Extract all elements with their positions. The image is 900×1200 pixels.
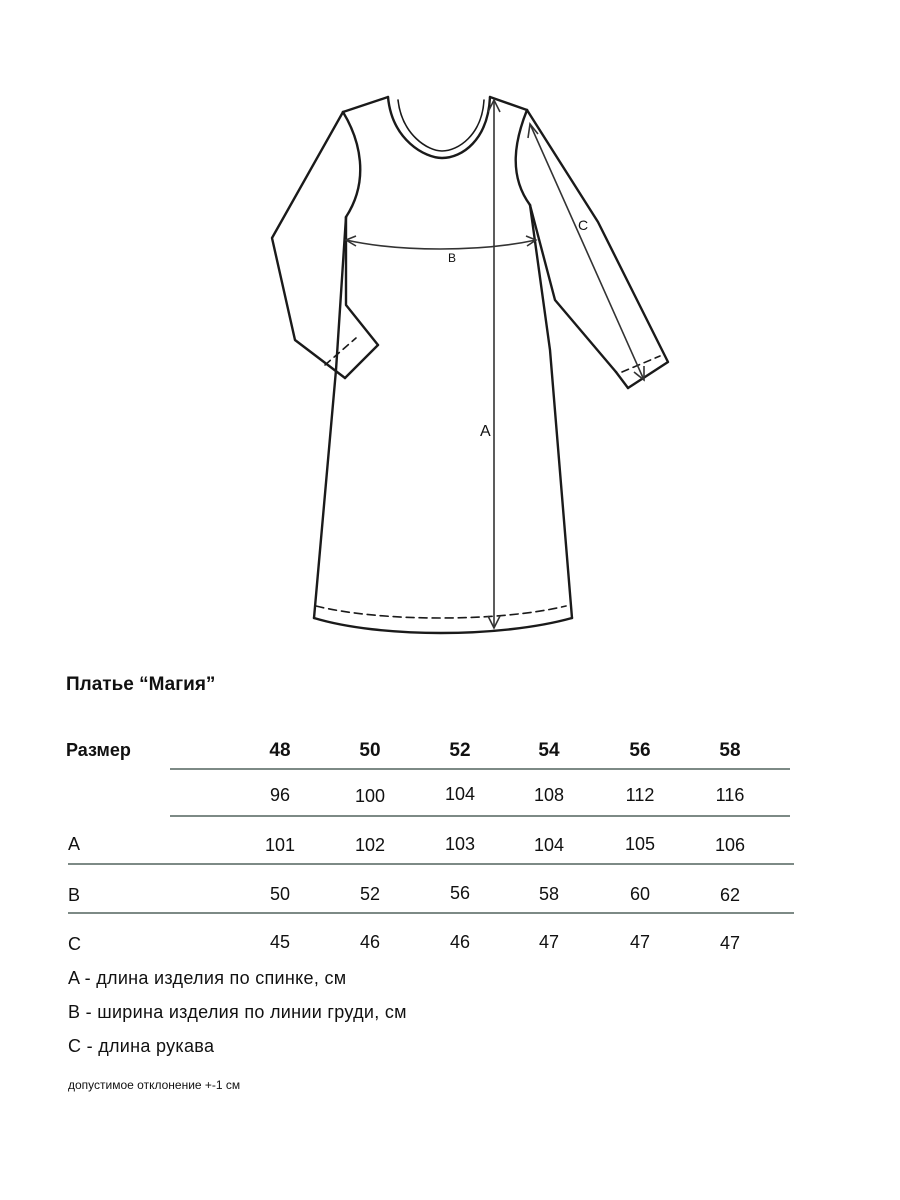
table-cell: 46 [359,932,381,952]
table-cell: 108 [533,785,565,805]
label-a: A [480,423,491,440]
table-cell: 47 [719,933,741,953]
label-b: B [448,251,457,265]
table-cell: 62 [719,885,741,905]
row-label-b: B [68,885,81,905]
table-cell: 58 [538,884,560,904]
table-divider [68,912,794,914]
table-cell: 50 [269,884,291,904]
table-divider [170,768,790,770]
table-cell: 56 [449,883,471,903]
table-cell: 112 [625,785,655,805]
tolerance-note: допустимое отклонение +-1 см [68,1078,241,1092]
table-cell: 47 [629,932,651,952]
label-c: C [578,217,589,233]
table-cell: 100 [354,786,386,806]
size-header-cell: 50 [359,740,381,761]
table-cell: 45 [269,932,291,952]
table-cell: 101 [264,835,296,855]
size-header-cell: 52 [449,740,471,761]
row-label-a: A [68,834,81,854]
table-cell: 103 [444,834,476,854]
legend-item-b: B - ширина изделия по линии груди, см [68,1002,407,1022]
table-cell: 46 [449,932,471,952]
table-cell: 96 [269,785,291,805]
size-header-cell: 58 [719,740,741,761]
row-label-c: C [68,934,81,954]
legend-item-c: C - длина рукава [68,1036,215,1056]
table-divider [68,863,794,865]
table-cell: 105 [624,834,656,854]
table-cell: 47 [538,932,560,952]
table-cell: 104 [533,835,565,855]
size-header-label: Размер [66,740,131,760]
table-cell: 60 [629,884,651,904]
legend-item-a: A - длина изделия по спинке, см [68,968,347,988]
product-title: Платье “Магия” [66,674,216,695]
table-cell: 102 [354,835,386,855]
table-cell: 106 [714,835,746,855]
table-cell: 104 [444,784,476,804]
table-cell: 52 [359,884,381,904]
size-header-cell: 54 [538,740,560,761]
table-cell: 116 [715,785,745,805]
table-divider [170,815,790,817]
size-header-cell: 56 [629,740,651,761]
size-header-cell: 48 [269,740,291,761]
